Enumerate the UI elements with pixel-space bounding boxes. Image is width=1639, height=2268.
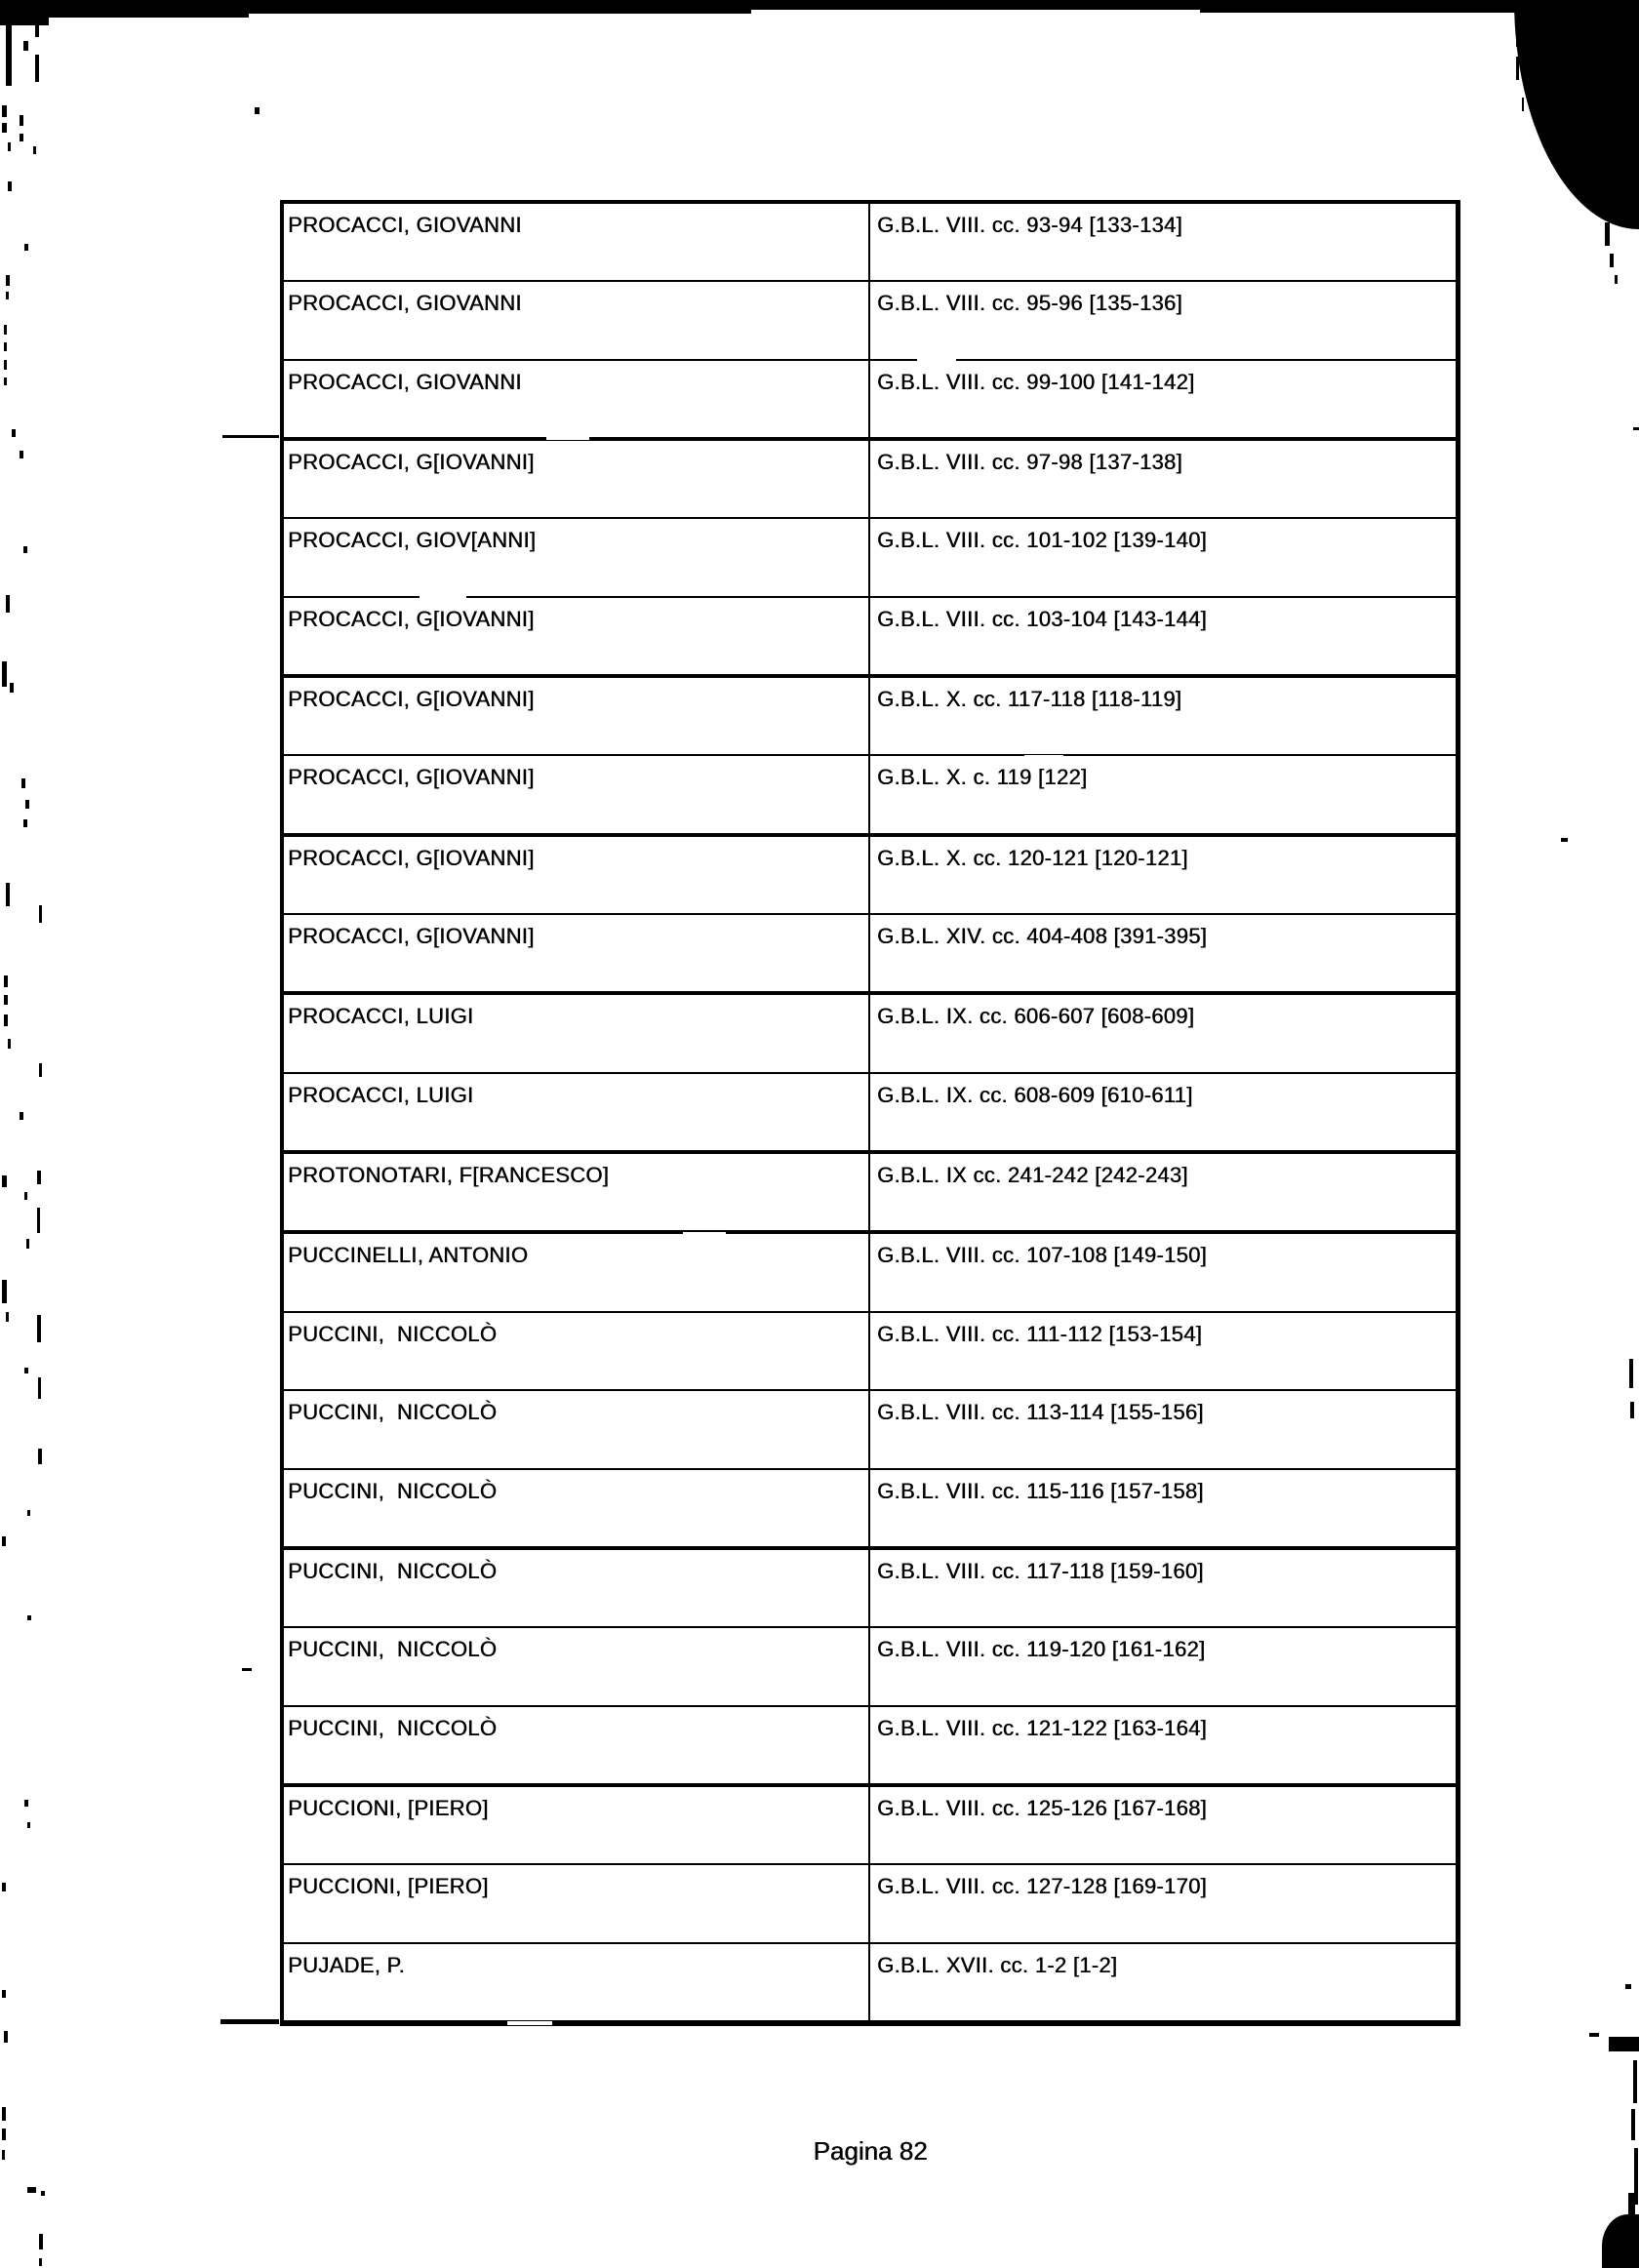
scan-artifact: [242, 1668, 252, 1671]
table-row: [284, 1783, 1456, 1863]
reference-cell: G.B.L. VIII. cc. 99-100 [141-142]: [877, 369, 1195, 394]
reference-cell: G.B.L. VIII. cc. 103-104 [143-144]: [877, 606, 1207, 631]
scan-artifact: [8, 181, 12, 191]
author-name-cell: PROCACCI, G[IOVANNI]: [284, 915, 870, 991]
table-row: [284, 1942, 1456, 2020]
author-name-cell: PUJADE, P.: [284, 1944, 870, 2020]
author-name-cell: PUCCINI, NICCOLÒ: [284, 1550, 870, 1626]
scan-artifact: [25, 800, 29, 809]
author-name-cell: PROCACCI, G[IOVANNI]: [284, 678, 870, 754]
scan-artifact: [1629, 1359, 1633, 1388]
reference-cell: G.B.L. X. c. 119 [122]: [877, 765, 1088, 790]
scan-artifact: [4, 360, 7, 370]
scan-artifact: [26, 1239, 29, 1249]
scan-artifact: [4, 342, 7, 351]
scan-artifact: [917, 358, 956, 361]
reference-cell: G.B.L. XVII. cc. 1-2 [1-2]: [877, 1952, 1118, 1977]
scan-artifact: [23, 41, 28, 51]
index-table: [280, 200, 1460, 2026]
reference-cell: G.B.L. X. cc. 120-121 [120-121]: [877, 845, 1188, 870]
scan-artifact: [2, 2129, 6, 2140]
table-row: [284, 1072, 1456, 1150]
scan-artifact-bottom-right-corner: [1602, 2214, 1639, 2268]
author-name-cell: PUCCINI, NICCOLÒ: [284, 1628, 870, 1704]
scan-artifact: [1516, 57, 1519, 80]
scan-artifact: [39, 2258, 42, 2266]
author-name-cell: PROCACCI, GIOV[ANNI]: [284, 519, 870, 595]
scan-artifact: [6, 595, 10, 613]
scan-artifact: [2, 1883, 6, 1891]
scan-artifact: [1615, 275, 1618, 284]
scan-artifact: [24, 244, 28, 251]
scan-artifact: [24, 1192, 27, 1200]
table-row: [284, 1705, 1456, 1783]
scan-artifact: [1561, 838, 1568, 842]
scan-artifact: [41, 2191, 45, 2196]
scan-artifact: [1625, 1984, 1631, 1989]
scan-artifact: [21, 778, 25, 788]
table-row: [284, 1230, 1456, 1310]
scan-artifact: [2, 123, 7, 133]
scan-artifact: [27, 1615, 31, 1620]
author-name-cell: PUCCINI, NICCOLÒ: [284, 1313, 870, 1389]
author-name-cell: PROCACCI, G[IOVANNI]: [284, 598, 870, 674]
table-row: [284, 674, 1456, 754]
scan-artifact: [2, 2150, 5, 2160]
reference-cell: G.B.L. X. cc. 117-118 [118-119]: [877, 687, 1182, 712]
author-name-cell: PUCCINI, NICCOLÒ: [284, 1470, 870, 1546]
table-row: [284, 1468, 1456, 1546]
table-row: [284, 359, 1456, 437]
scan-artifact: [2, 661, 7, 687]
scan-artifact: [27, 2187, 36, 2193]
reference-cell: G.B.L. VIII. cc. 107-108 [149-150]: [877, 1243, 1207, 1268]
author-name-cell: PROCACCI, GIOVANNI: [284, 282, 870, 358]
reference-cell: G.B.L. VIII. cc. 127-128 [169-170]: [877, 1874, 1207, 1899]
scan-artifact: [507, 2021, 552, 2025]
table-row: [284, 1150, 1456, 1230]
scan-artifact: [420, 596, 466, 599]
table-row: [284, 1546, 1456, 1626]
scan-artifact: [20, 1112, 23, 1120]
reference-cell: G.B.L. IX. cc. 606-607 [608-609]: [877, 1004, 1195, 1029]
author-name-cell: PROCACCI, LUIGI: [284, 1074, 870, 1150]
table-row: [284, 280, 1456, 358]
scan-artifact: [23, 819, 27, 827]
scan-artifact: [6, 55, 10, 68]
reference-cell: G.B.L. VIII. cc. 115-116 [157-158]: [877, 1478, 1204, 1503]
scan-artifact: [2, 1175, 7, 1187]
scan-artifact-top-right-corner: [1514, 0, 1639, 229]
scan-artifact: [35, 18, 39, 37]
reference-cell: G.B.L. VIII. cc. 101-102 [139-140]: [877, 528, 1207, 553]
scan-artifact: [20, 134, 23, 141]
reference-cell: G.B.L. IX cc. 241-242 [242-243]: [877, 1163, 1188, 1188]
scan-artifact: [38, 1377, 41, 1399]
scan-artifact: [1633, 2060, 1637, 2103]
reference-cell: G.B.L. XIV. cc. 404-408 [391-395]: [877, 924, 1208, 949]
scan-artifact: [27, 1510, 30, 1516]
author-name-cell: PROTONOTARI, F[RANCESCO]: [284, 1154, 870, 1230]
table-row: [284, 1389, 1456, 1467]
reference-cell: G.B.L. VIII. cc. 93-94 [133-134]: [877, 213, 1182, 237]
table-row: [284, 1311, 1456, 1389]
author-name-cell: PROCACCI, GIOVANNI: [284, 361, 870, 437]
scan-artifact: [1610, 254, 1614, 267]
scan-artifact: [24, 1368, 28, 1373]
scan-artifact: [1633, 427, 1639, 430]
table-row: [284, 991, 1456, 1071]
scan-artifact: [1516, 6, 1519, 47]
author-name-cell: PUCCINI, NICCOLÒ: [284, 1391, 870, 1467]
scan-artifact: [6, 16, 12, 86]
scan-artifact: [38, 1449, 42, 1464]
table-row: [284, 517, 1456, 595]
author-name-cell: PUCCIONI, [PIERO]: [284, 1865, 870, 1941]
scan-artifact: [683, 1232, 726, 1235]
table-row: [284, 1863, 1456, 1941]
scan-artifact: [1630, 1402, 1634, 1418]
scan-artifact: [1200, 0, 1522, 13]
author-name-cell: PROCACCI, GIOVANNI: [284, 204, 870, 280]
scan-artifact: [8, 1039, 11, 1049]
table-row: [284, 1626, 1456, 1704]
scan-artifact: [20, 451, 23, 458]
scan-artifact: [546, 436, 589, 440]
scan-artifact: [37, 1171, 41, 1184]
scan-artifact: [371, 1550, 410, 1553]
page-number: Pagina 82: [813, 2136, 928, 2166]
scan-artifact: [1628, 2193, 1635, 2220]
reference-cell: G.B.L. VIII. cc. 125-126 [167-168]: [877, 1795, 1207, 1820]
scan-artifact: [37, 1315, 41, 1342]
author-name-cell: PROCACCI, G[IOVANNI]: [284, 756, 870, 832]
author-name-cell: PUCCINELLI, ANTONIO: [284, 1234, 870, 1310]
reference-cell: G.B.L. VIII. cc. 121-122 [163-164]: [877, 1715, 1207, 1740]
scan-artifact: [1631, 2109, 1635, 2140]
reference-cell: G.B.L. VIII. cc. 111-112 [153-154]: [877, 1321, 1203, 1346]
scan-artifact: [10, 683, 14, 693]
scan-artifact: [6, 275, 10, 286]
scan-artifact: [2, 1280, 7, 1303]
scan-artifact: [2, 1536, 6, 1546]
scan-artifact: [20, 115, 23, 126]
reference-cell: G.B.L. VIII. cc. 97-98 [137-138]: [877, 450, 1182, 475]
scan-artifact: [6, 292, 9, 299]
scan-artifact: [4, 325, 7, 335]
scan-artifact: [12, 429, 16, 437]
scan-artifact: [39, 1063, 42, 1077]
scan-artifact: [1589, 2033, 1599, 2037]
table-row: [284, 204, 1456, 280]
scan-artifact: [220, 2019, 279, 2024]
reference-cell: G.B.L. VIII. cc. 113-114 [155-156]: [877, 1400, 1204, 1425]
scan-artifact: [6, 1312, 9, 1322]
reference-cell: G.B.L. IX. cc. 608-609 [610-611]: [877, 1082, 1193, 1107]
scan-artifact: [2, 1990, 6, 1998]
scan-artifact: [33, 146, 36, 154]
scan-artifact: [39, 905, 42, 923]
reference-cell: G.B.L. VIII. cc. 119-120 [161-162]: [877, 1637, 1206, 1662]
scan-artifact: [6, 883, 10, 906]
scan-artifact: [4, 2031, 8, 2043]
scan-artifact: [1522, 98, 1524, 111]
scan-artifact: [956, 1788, 995, 1791]
reference-cell: G.B.L. VIII. cc. 95-96 [135-136]: [877, 291, 1182, 316]
scan-artifact: [4, 1015, 8, 1026]
author-name-cell: PROCACCI, LUIGI: [284, 995, 870, 1071]
scan-artifact: [27, 1822, 30, 1828]
scan-artifact: [39, 2234, 43, 2249]
scan-artifact: [4, 378, 7, 385]
scan-artifact: [2, 105, 7, 117]
scan-artifact: [1605, 222, 1610, 246]
scan-artifact: [24, 1800, 28, 1807]
scan-artifact: [2, 2107, 6, 2121]
scan-artifact: [4, 975, 8, 987]
table-row: [284, 437, 1456, 517]
scan-artifact: [23, 546, 27, 553]
table-row: [284, 913, 1456, 991]
table-row: [284, 754, 1456, 832]
table-row: [284, 596, 1456, 674]
scan-artifact: [1609, 2037, 1639, 2051]
table-row: [284, 833, 1456, 913]
reference-cell: G.B.L. VIII. cc. 117-118 [159-160]: [877, 1558, 1204, 1583]
author-name-cell: PROCACCI, G[IOVANNI]: [284, 441, 870, 517]
scan-artifact: [222, 435, 279, 438]
author-name-cell: PUCCIONI, [PIERO]: [284, 1787, 870, 1863]
scan-artifact: [255, 107, 260, 114]
scan-artifact: [8, 142, 11, 151]
scan-artifact: [1024, 755, 1063, 758]
author-name-cell: PROCACCI, G[IOVANNI]: [284, 837, 870, 913]
scan-artifact: [35, 55, 39, 82]
author-name-cell: PUCCINI, NICCOLÒ: [284, 1707, 870, 1783]
scan-artifact: [4, 995, 8, 1005]
scan-artifact: [37, 1208, 40, 1233]
